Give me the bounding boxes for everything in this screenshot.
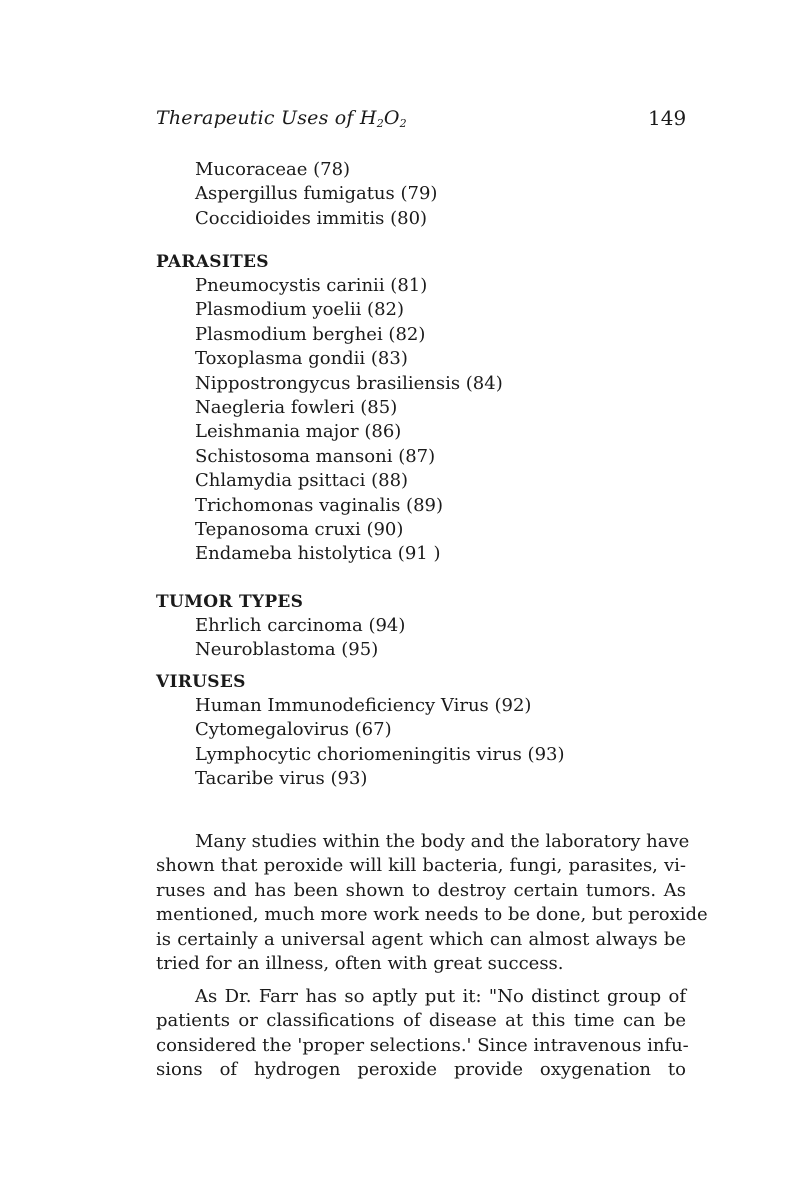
parasites-section bbox=[156, 250, 696, 567]
paragraph-2 bbox=[156, 985, 689, 1083]
subscript-2b: 2 bbox=[399, 117, 407, 130]
list-item: Lymphocytic choriomeningitis virus (93) bbox=[195, 743, 565, 765]
text-line: tried for an illness, often with great success. bbox=[156, 953, 564, 975]
list-item: Neuroblastoma (95) bbox=[195, 639, 379, 661]
page-number: 149 bbox=[648, 106, 687, 130]
fungi-list bbox=[156, 158, 696, 231]
text-line: shown that peroxide will kill bacteria, fungi, parasites, vi- bbox=[156, 855, 686, 877]
tumor-types-section bbox=[156, 590, 696, 663]
list-item: Plasmodium berghei (82) bbox=[195, 323, 426, 345]
section-heading-tumor-types: TUMOR TYPES bbox=[156, 592, 304, 612]
text-line: Many studies within the body and the laboratory have bbox=[195, 831, 690, 852]
running-head-title: Therapeutic Uses of H bbox=[156, 107, 377, 129]
viruses-section bbox=[156, 670, 696, 792]
running-head bbox=[156, 107, 407, 130]
list-item: Leishmania major (86) bbox=[195, 421, 402, 443]
paragraph-1 bbox=[156, 830, 708, 976]
section-heading-viruses: VIRUSES bbox=[156, 672, 246, 692]
text-line: patients or classifications of disease at this time can be bbox=[156, 1010, 686, 1032]
text-line: considered the 'proper selections.' Since intravenous infu- bbox=[156, 1034, 689, 1056]
list-item: Mucoraceae (78) bbox=[195, 159, 351, 180]
text-line: ruses and has been shown to destroy certain tumors. As bbox=[156, 879, 686, 901]
list-item: Trichomonas vaginalis (89) bbox=[195, 494, 443, 516]
section-heading-parasites: PARASITES bbox=[156, 252, 269, 272]
list-item: Toxoplasma gondii (83) bbox=[195, 348, 408, 370]
list-item: Endameba histolytica (91 ) bbox=[195, 543, 441, 565]
list-item: Tepanosoma cruxi (90) bbox=[195, 519, 404, 541]
list-item: Tacaribe virus (93) bbox=[195, 768, 368, 790]
list-item: Naegleria fowleri (85) bbox=[195, 397, 398, 419]
list-item: Coccidioides immitis (80) bbox=[195, 207, 428, 229]
subscript-2a: 2 bbox=[376, 117, 384, 130]
list-item: Pneumocystis carinii (81) bbox=[195, 275, 428, 296]
list-item: Human Immunodeficiency Virus (92) bbox=[195, 695, 532, 716]
list-item: Nippostrongycus brasiliensis (84) bbox=[195, 372, 503, 394]
text-line: sions of hydrogen peroxide provide oxygenation to bbox=[156, 1059, 686, 1081]
text-line: As Dr. Farr has so aptly put it: "No distinct group of bbox=[195, 986, 686, 1007]
running-head-o: O bbox=[383, 107, 400, 129]
text-line: is certainly a universal agent which can almost always be bbox=[156, 928, 686, 950]
list-item: Aspergillus fumigatus (79) bbox=[195, 183, 438, 205]
list-item: Chlamydia psittaci (88) bbox=[195, 470, 409, 492]
list-item: Cytomegalovirus (67) bbox=[195, 719, 392, 741]
list-item: Plasmodium yoelii (82) bbox=[195, 299, 405, 321]
list-item: Ehrlich carcinoma (94) bbox=[195, 615, 406, 636]
text-line: mentioned, much more work needs to be done, but peroxide bbox=[156, 904, 708, 926]
list-item: Schistosoma mansoni (87) bbox=[195, 445, 436, 467]
